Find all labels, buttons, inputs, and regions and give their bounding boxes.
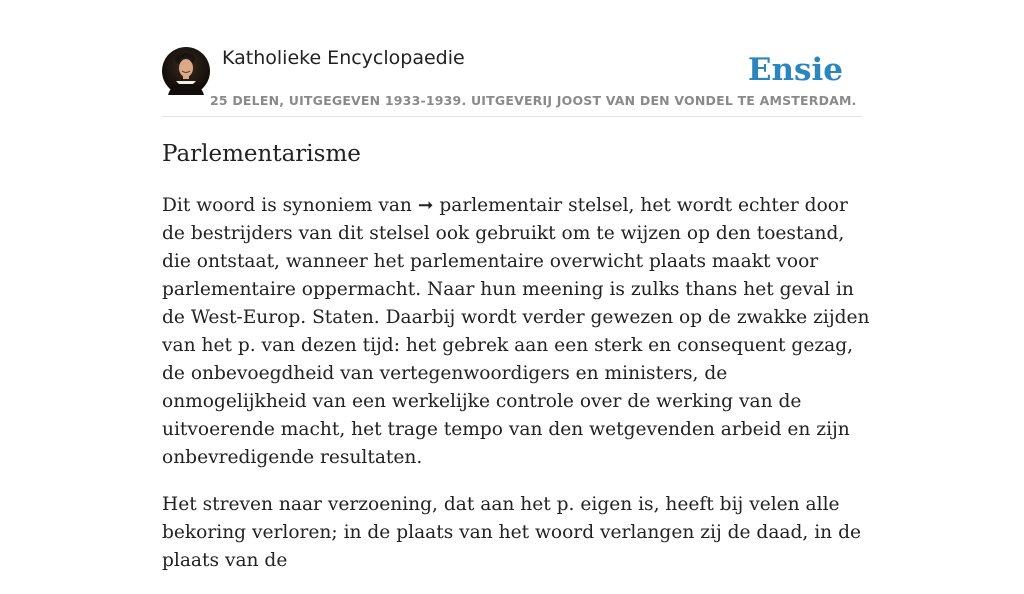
arrow-icon: ➞ [417,195,434,216]
article-paragraph [162,192,870,472]
source-title[interactable]: Katholieke Encyclopaedie [222,47,465,69]
brand-logo[interactable]: Ensie [747,52,843,88]
source-header [162,46,862,117]
article-paragraph: Het streven naar verzoening, dat aan het p. eigen is, heeft bij velen alle bekoring verloren; in de plaats van het woord verlangen zij de daad, in de plaats van de [162,494,861,571]
article-title: Parlementarisme [162,141,361,167]
paragraph-text: Dit woord is synoniem van [162,195,418,216]
paragraph-text: , het wordt echter door de bestrijders van dit stelsel ook gebruikt om te wijzen op den toestand, die ontstaat, wanneer het parlementaire overwicht plaats maakt voor parlementaire oppermacht. Naar hun meening is zulks thans het geval in de West-Europ. Staten. Daarbij wordt verder gewezen op de zwakke zijden van het p. van dezen tijd: het gebrek aan een sterk en consequent gezag, de onbevoegdheid van vertegenwoordigers en ministers, de onmogelijkheid van een werkelijke controle over de werking van de uitvoerende macht, het trage tempo van den wetgevenden arbeid en zijn onbevredigende resultaten. [162,195,870,468]
source-avatar[interactable] [162,47,210,95]
portrait-icon [162,47,210,95]
article-body [162,192,870,594]
source-meta: 25 DELEN, UITGEGEVEN 1933-1939. UITGEVERIJ JOOST VAN DEN VONDEL TE AMSTERDAM. [210,93,857,108]
cross-reference-link[interactable]: parlementair stelsel [439,195,629,216]
